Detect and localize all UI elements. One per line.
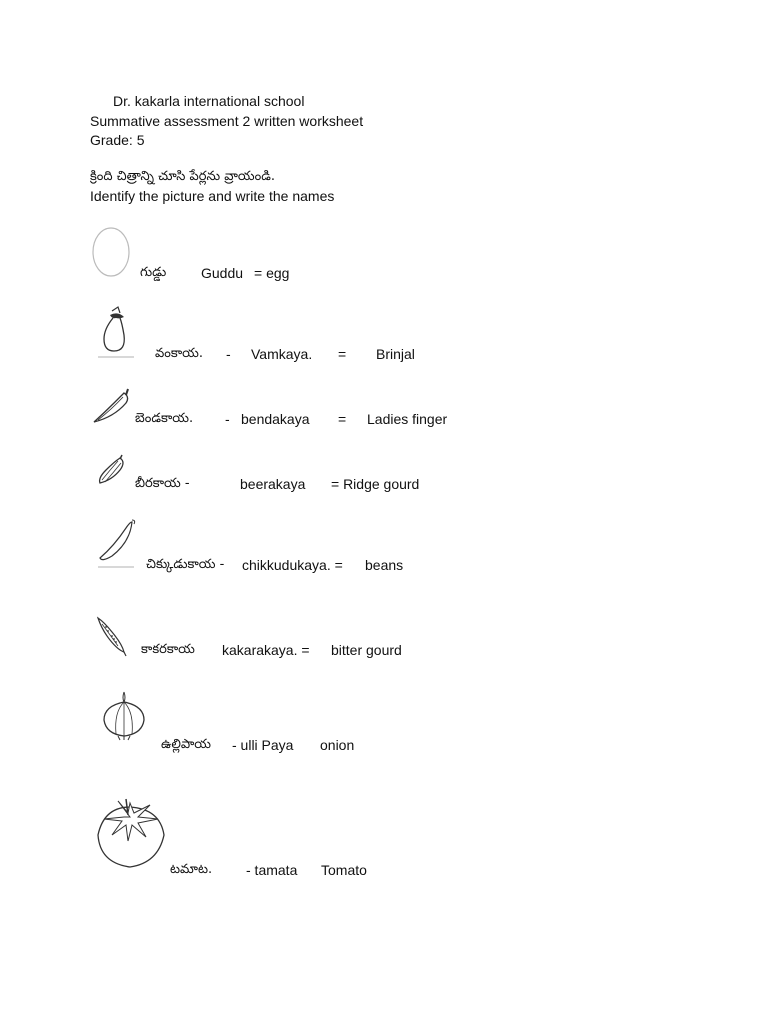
assessment-title: Summative assessment 2 written worksheet [90,113,364,129]
item-english: = Ridge gourd [331,476,420,492]
item-telugu: చిక్కుడుకాయ - [146,557,225,572]
item-equals: = [338,411,347,427]
item-transliteration: chikkudukaya. = [242,557,343,573]
onion-icon [98,690,150,742]
item-telugu: కాకరకాయ [141,642,195,657]
ladies-finger-icon [90,385,134,425]
school-name: Dr. kakarla international school [113,93,305,109]
bitter-gourd-icon [94,614,130,658]
item-equals: = [338,346,347,362]
item-english: Ladies finger [367,411,448,427]
item-english: Tomato [321,862,367,878]
item-transliteration: Vamkaya. [251,346,313,362]
grade-label: Grade: 5 [90,132,145,148]
item-transliteration: bendakaya [241,411,310,427]
item-english: beans [365,557,404,573]
item-transliteration: beerakaya [240,476,306,492]
beans-icon [94,516,140,570]
item-transliteration: - tamata [246,862,298,878]
egg-icon [90,224,132,278]
item-telugu: వంకాయ. [155,346,203,361]
item-dash: - [226,346,231,362]
item-transliteration: - ulli Paya [232,737,294,753]
item-english: Brinjal [376,346,415,362]
brinjal-icon [96,305,136,361]
item-telugu: ఉల్లిపాయ [161,737,212,752]
item-english: onion [320,737,355,753]
item-telugu: గుడ్డు [140,265,167,280]
ridge-gourd-icon [96,452,128,486]
instruction-telugu: క్రింది చిత్రాన్ని చూసి పేర్లను వ్రాయండి. [90,169,275,184]
tomato-icon [94,797,168,871]
item-telugu: బెండకాయ. [135,411,194,426]
item-telugu: టమాట. [170,862,213,877]
item-transliteration: Guddu [201,265,244,281]
item-transliteration: kakarakaya. = [222,642,310,658]
item-telugu: బీరకాయ - [135,476,190,491]
instruction-english: Identify the picture and write the names [90,188,335,204]
item-english: bitter gourd [331,642,402,658]
item-english: = egg [254,265,290,281]
item-dash: - [225,411,230,427]
